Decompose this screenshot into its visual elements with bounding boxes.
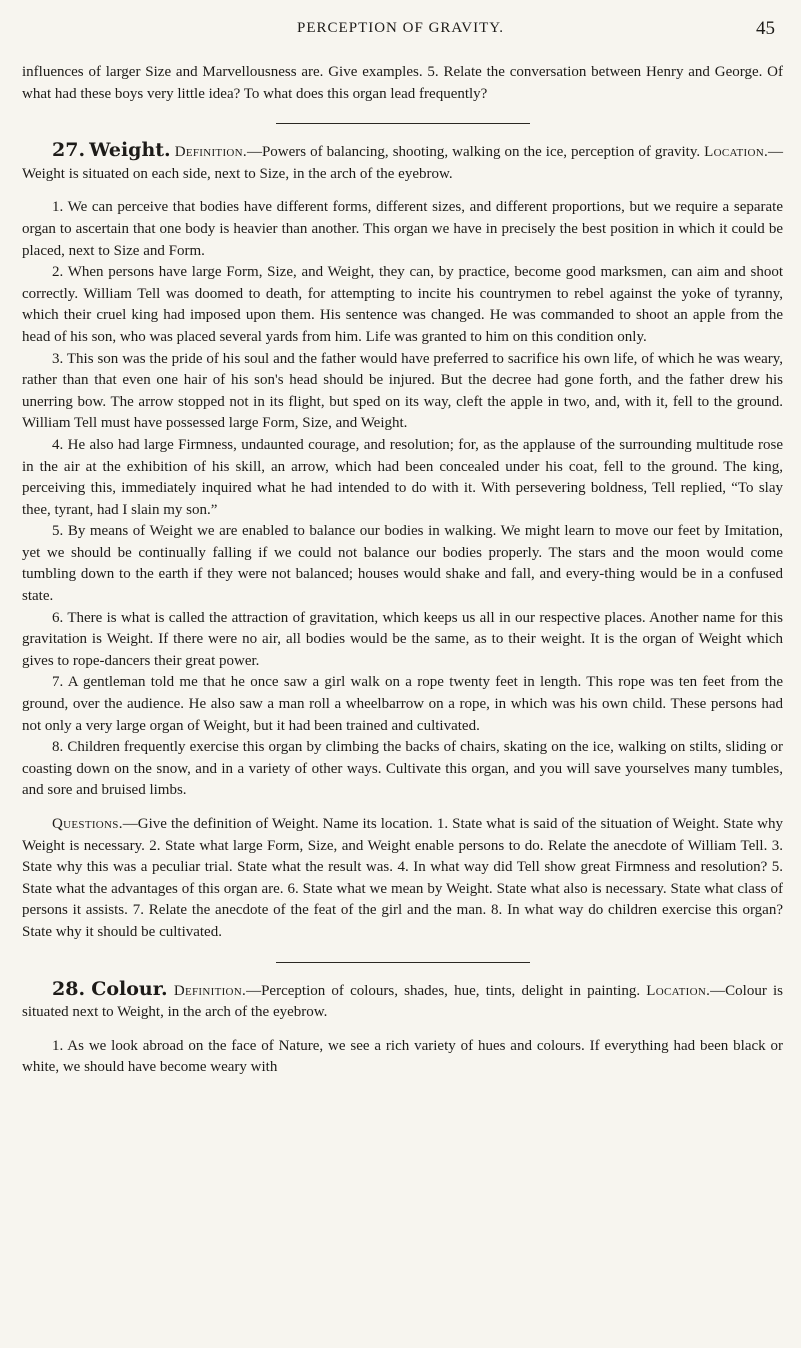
weight-location-label: Location.: [704, 144, 769, 161]
intro-paragraph: influences of larger Size and Marvellousness are. Give examples. 5. Relate the conversation between Henry and George. Of what had these boys very little idea? To what does this organ lead frequently?: [22, 64, 783, 102]
weight-paragraph-8: 8. Children frequently exercise this organ by climbing the backs of chairs, skating on the ice, walking on stilts, sliding or coasting down on the snow, and in a variety of other ways. Cultivate this organ, and you will save yourselves many tumbles, and sore and bruised limbs.: [22, 739, 783, 799]
weight-paragraph-6: 6. There is what is called the attraction of gravitation, which keeps us all in our respective places. Another name for this gravitation is Weight. If there were no air, all bodies would be the same, as to their weight. It is the organ of Weight which gives to rope-dancers their great power.: [22, 609, 783, 669]
page-number: 45: [756, 18, 775, 39]
colour-title: Colour.: [91, 977, 168, 1000]
weight-paragraph-4: 4. He also had large Firmness, undaunted courage, and resolution; for, as the applause of the surrounding multitude rose in the air at the exhibition of his skill, an arrow, which had been concealed under his coat, fell to the ground. The king, perceiving this, immediately inquired what he had intended to do with it. With persevering boldness, Tell replied, “To slay thee, tyrant, had I slain my son.”: [22, 436, 783, 518]
colour-definition-text: —Perception of colours, shades, hue, tints, delight in painting.: [246, 982, 641, 999]
weight-definition-text: —Powers of balancing, shooting, walking on the ice, perception of gravity.: [246, 144, 701, 161]
questions-label: Questions.: [52, 816, 123, 832]
weight-location-text: —Weight is situated on each side, next to Size, in the arch of the eyebrow.: [22, 144, 784, 182]
questions-text: —Give the definition of Weight. Name its location. 1. State what is said of the situation of Weight. State why Weight is necessary. 2. State what large Form, Size, and Weight enable persons to do. Relate the anecdote of William Tell. 3. State why this was a peculiar trial. State what the result was. 4. In what way did Tell show great Firmness and resolution? 5. State what the advantages of this organ are. 6. State what we mean by Weight. State what also is necessary. State what class of persons it assists. 7. Relate the anecdote of the feat of the girl and the man. 8. In what way do children exercise this organ? State why it should be cultivated.: [22, 816, 783, 940]
weight-questions: [22, 814, 783, 944]
weight-paragraph-2: 2. When persons have large Form, Size, and Weight, they can, by practice, become good marksmen, can aim and shoot correctly. William Tell was doomed to death, for attempting to incite his countrymen to rebel against the yoke of tyranny, which their cruel king had imposed upon them. His sentence was changed. He was commanded to shoot an apple from the head of his son, who was placed several yards from him. Life was granted to him on this condition only.: [22, 264, 783, 345]
weight-paragraph-3: 3. This son was the pride of his soul and the father would have preferred to sacrifice his own life, of which he was weary, rather than that even one hair of his son's head should be injured. But the decree had gone forth, and the father drew his unerring bow. The arrow stopped not in its flight, but sped on its way, cleft the apple in two, and, with it, fell to the ground. William Tell must have possessed large Form, Size, and Weight.: [22, 350, 783, 432]
colour-location-text: —Colour is situated next to Weight, in the arch of the eyebrow.: [22, 982, 784, 1021]
weight-paragraph-7: 7. A gentleman told me that he once saw a girl walk on a rope twenty feet in length. This rope was ten feet from the ground, over the audience. He also saw a man roll a wheelbarrow on a rope, in which was his own child. These persons had not only a very large organ of Weight, but it had been trained and cultivated.: [22, 674, 783, 734]
running-head: PERCEPTION OF GRAVITY.: [297, 20, 504, 36]
weight-paragraph-5: 5. By means of Weight we are enabled to balance our bodies in walking. We might learn to move our feet by Imitation, yet we should be continually falling if we could not balance our bodies properly. The stars and the moon would come tumbling down to the earth if they were not balanced; houses would shake and fall, and every-thing would be in a confused state.: [22, 523, 783, 605]
spacer: [22, 1024, 783, 1036]
colour-location-label: Location.: [646, 982, 711, 999]
section-divider: [276, 123, 530, 124]
page-header: [0, 18, 801, 42]
colour-definition-label: Definition.: [173, 982, 247, 999]
spacer: [22, 802, 783, 814]
colour-number: 28.: [52, 977, 86, 1000]
colour-paragraph-1: 1. As we look abroad on the face of Nature, we see a rich variety of hues and colours. If everything had been black or white, we should have become weary with: [22, 1037, 783, 1076]
weight-definition: [22, 140, 783, 185]
weight-paragraph-1: 1. We can perceive that bodies have different forms, different sizes, and different proportions, but we require a separate organ to ascertain that one body is heavier than another. This organ we have in precisely the best position in which it could be placed, next to Size and Form.: [22, 199, 783, 259]
weight-title: Weight.: [89, 139, 171, 162]
spacer: [22, 185, 783, 197]
weight-definition-label: Definition.: [174, 144, 247, 161]
section-divider: [276, 962, 530, 963]
colour-definition: [22, 979, 783, 1024]
weight-number: 27.: [52, 139, 86, 162]
page-body: [22, 62, 783, 1079]
